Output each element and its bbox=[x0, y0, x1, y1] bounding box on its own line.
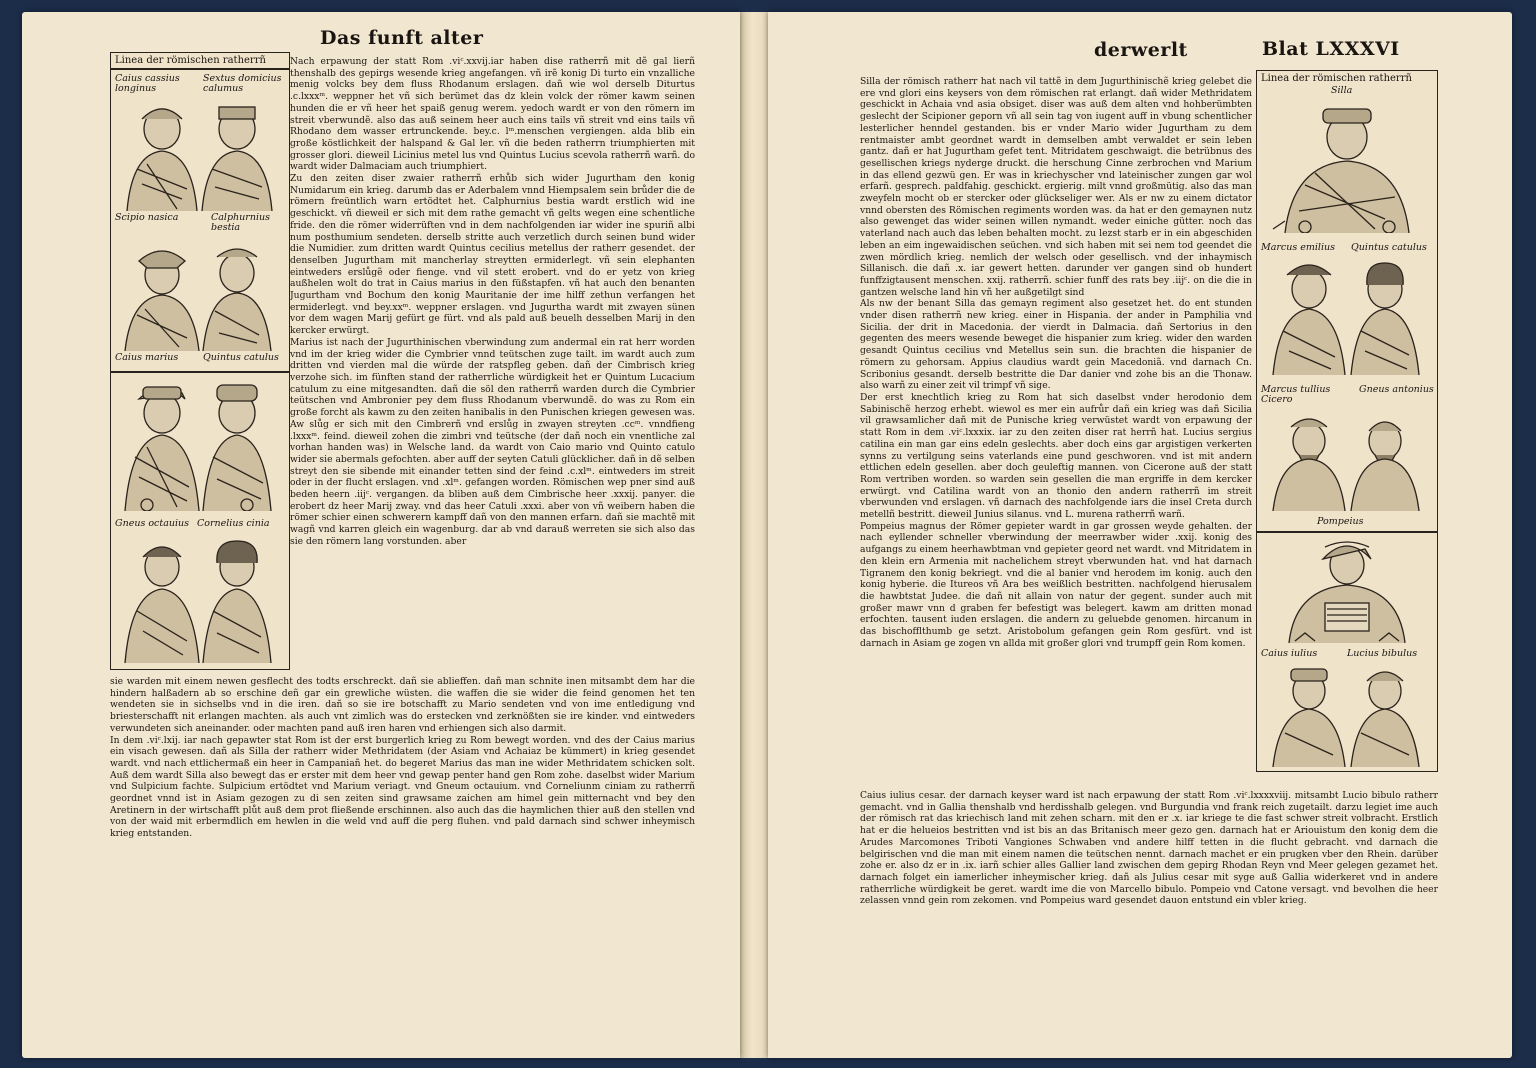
paragraph: Nach erpawung der statt Rom .viᶜ.xxvij.iar haben dise ratherrñ mit dẽ gal lierñ thenshalb des gepirgs wesende krieg angefangen. vñ irẽ konig Di turto ein vnzalliche menig volcks bey dem fluss Rhodanum erslagen. dañ wie wol derselb Diturtus .c.lxxxᵐ. weppner het vñ sich berümet das dz klein volck der römer kawm seinen hunden die er vñ heer het spaiß genug werem. yedoch wardt er von den römern im streit vberwundẽ. also das auß seinem heer auch eins tails vñ streit vnd eins tails vñ Rhodano dem wasser ertrunckende. bey.c. lᵐ.menschen vergiengen. alda blib ein große köstlichkeit der halspand & Gal ler. vñ die beden ratherrn triumphierten mit grosser glori. dieweil Licinius metel lus vnd Quintus Lucius scevola ratherrñ warñ. do wardt wider Dalmaciam auch triumphiert. bbox=[290, 56, 695, 173]
right-page-header-center: derwerlt bbox=[1094, 39, 1188, 61]
portrait-label: Caius cassius longinus bbox=[115, 73, 180, 94]
woodcut-portrait-single-2 bbox=[1265, 537, 1429, 643]
portrait-label: Caius marius bbox=[115, 352, 179, 363]
paragraph: Der erst knechtlich krieg zu Rom hat sich daselbst vnder herodonio dem Sabinischẽ herzog erhebt. wiewol es mer ein aufrůr dañ ein krieg was dañ Sicilia vil grawsamlicher dañ mit de Punische krieg verwüstet wardt von erpawung der statt Rom in dem .viᶜ.lxxxix. iar zu den zeiten diser rat herrñ hat. Lucius sergius catilina ein man gar eins edeln geslechts. aber doch eins gar argistigen verkerten synns zu vertilgung seins vaterlands eine pund geschworen. vnd ist mit andern ettlichen edeln gesellen. aber doch geuleftig mannen. von Cicerone auß der statt Rom vertriben worden. so warden sein gesellen die man ergriffe in dem kercker erwürgt. vnd Catilina wardt von an thonio den andern ratherrñ im streit vberwunden vnd erslagen. vñ darnach des nachfolgende iars die insel Creta durch metellñ bestritt. dieweil Junius silanus. vnd L. murena ratherrñ warñ. bbox=[860, 391, 1252, 521]
woodcut-portrait-single-1 bbox=[1265, 101, 1429, 233]
portrait-label: Sextus domicius calumus bbox=[203, 73, 282, 94]
paragraph: Silla der römisch ratherr hat nach vil tattẽ in dem Jugurthinischẽ krieg gelebet die ere vnd glori eins keysers von dem römischen rat erlangt. dañ wider Methridatem geschickt in Achaia vnd asia obsiget. diser was auß dem alten vnd hohberümbten geslecht der Scipioner geporn vñ all sein tag von iugent auff in vbung schentlicher lesterlicher henndel gestanden. bis er vnder Mario wider Jugurtham zu dem rentmaister ambt geordnet wardt in demselben ambt verwaldet er sein leben gantz. dañ er hat Jugurtham gefet tent. Mitridatem geschwaigt. die betrübnus des gesellischen kriegs nyderge druckt. die herschung Cinne zerbrochen vnd Marium in das ellend gezwü gen. Er was in kriechyscher vnd lateinischer zungen gar wol erfarñ. gesprech. paldfahig. geschickt. ergierig. milt vnnd großmütig. also das man zweyfeln mocht ob er stercker oder glückseliger wer. Als er nw zu einem dictator vnnd obersten des Römischen regiments worden was. da hat er den gemaynen nutz also gewenget das wider seinen willen nymandt. weder einiche gütter. noch das vaterland nach auch das leben behalten mocht. zu lezst starb er in ein abgeschiden leben an eim ingewaidischen seüchen. vnd sich haben mit sei nem tod geendet die zwen mördlich krieg. nemlich der welsch oder gesellisch. vnd der inhaymisch Sillanisch. die dañ .x. iar gewert hetten. darunder ver gangen sind ob hundert funffzigtausent menschen. xxij. ratherrñ. schier funff des rats bey .iijᶜ. on die die in gantzen welsche land hin vñ her außgetilgt sind bbox=[860, 76, 1252, 298]
portrait-label: Cornelius cinia bbox=[197, 518, 270, 529]
woodcut-portrait-pair-1 bbox=[117, 99, 283, 211]
paragraph: Zu den zeiten diser zwaier ratherrñ erhůb sich wider Jugurtham den konig Numidarum ein krieg. darumb das er Aderbalem vnnd Hiempsalem sein brůder die de römern freüntlich warn ertödtet het. Calphurnius bestia wardt erstlich wid ine geschickt. vñ dieweil er sich mit dem rathe gemacht vñ gelts wegen eine schentliche fride. den die römer widerrüften vnd in dem nachfolgenden iar wider ine spuriñ albi num posthumium sendeten. derselb stritte auch verzetlich durch seinen bund wider die Numidier. zum dritten wardt Quintus cecilius metellus der ratherr gesendet. der denselben Jugurtham mit mancherlay streytten ermiderlegt. vñ sein elephanten eintweders erslůgẽ oder fienge. vnd vil stett erobert. vnd do er yetz von krieg außhelen wolt do trat in Caius marius in den füßstapfen. vñ hat auch den benanten Jugurtham vnd Bochum den konig Mauritanie der ime hilff zethun verfangen het ermiderlegt. vnd bey.xxᵐ. weppner erslagen. vnd Jugurtha wardt mit zwayen sünen vor dem wagen Marij gefürt ge fürt. vnd als pald auß beuelh desselben Marij in den kercker erwürgt. bbox=[290, 173, 695, 337]
woodcut-portrait-pair-5 bbox=[1265, 257, 1429, 375]
paragraph: Pompeius magnus der Römer gepieter wardt in gar grossen weyde gehalten. der nach eyllender schneller vberwindung der meerrawber wider .xxij. konig des aufgangs zu einem heerhawbtman vnd gepieter geord net wardt. vnd Mitridatem in den klein ern Armenia mit nachelichem streyt vberwunden hat. vnd hat darnach Tigranem den konig bekriegt. vnd die al banier vnd herodem im konig. auch den konig hyberie. die Itureos vñ Ara bes weißlich bestritten. nachfolgend hierusalem die hawbtstat Judee. die dañ nit allain von natur der gegent. sunder auch mit großer mawr vnn d graben fer befestigt was belegert. kawm am dritten monad erfochten. tausent iuden erslagen. die andern zu geluebde genomen. hircanum in das bischofflthumb ge setzt. Aristobolum gefangen gein Rom gesfürt. vnd ist darnach in Asiam ge zogen vn allda mit großer glori vnd trumpff gein Rom komen. bbox=[860, 520, 1252, 649]
paragraph: Caius iulius cesar. der darnach keyser ward ist nach erpawung der statt Rom .viᶜ.lxxxxviij. mitsambt Lucio bibulo ratherr gemacht. vnd in Gallia thenshalb vnd herdisshalb gelegen. vnd Burgundia vnd frank reich zugetailt. darzu legiet ime auch der römisch rat das kriechisch land mit zehen scharn. mit den er .x. iar kriege te die fast schwer streit volbracht. Erstlich hat er die helueios bestritten vnd ist bis an das Britanisch meer gezo gen. darnach hat er Ariouistum den konig dem die Arudes Marcomones Triboti Vangiones Schwaben vnd andere hilff tetten in die flucht gebracht. vnd darnach die belgirischen vnd die man mit einem namen die teütschen nennt. darnach machet er ein prugken vber den Rhein. darüber zohe er. also dz er in .ix. iarñ schier alles Gallier land zwischen dem gepirg Rhodan Reyn vnd Meer gelegen gezamet het. darnach folget ein iamerlicher inheymischer krieg. dañ als Julius cesar mit syge auß Gallia widerkeret vnd in andere ratherrliche würdigkeit be geret. wardt ime die von Marcello bibulo. Pompeio vnd Catone versagt. vnd bevolhen die heer zelassen vnnd gein rom zekomen. vnd Pompeius ward gesendet dauon entstund ein vbler krieg. bbox=[860, 790, 1438, 907]
portrait-label: Pompeius bbox=[1317, 516, 1364, 527]
portrait-label: Marcus emilius bbox=[1261, 242, 1336, 253]
right-wide-text bbox=[860, 790, 1438, 940]
left-sidebar-panel bbox=[110, 52, 290, 670]
woodcut-portrait-pair-3 bbox=[117, 377, 283, 511]
portrait-label: Quintus catulus bbox=[1351, 242, 1427, 253]
portrait-label: Gneus octauius bbox=[115, 518, 190, 529]
left-sidebar-title: Linea der römischen ratherrñ bbox=[115, 55, 266, 66]
left-page bbox=[22, 12, 740, 1058]
right-sidebar-title: Linea der römischen ratherrñ bbox=[1261, 73, 1412, 84]
woodcut-portrait-pair-2 bbox=[117, 243, 283, 351]
paragraph: sie warden mit einem newen gesflecht des todts erschreckt. dañ sie ablieffen. dañ man schnite inen mitsambt dem har die hindern halßadern ab so erschine deñ gar ein grewliche wüsten. die waffen die sie wider die feind genomen het ten wendeten sie in sichselbs vnd in die iren. dañ so sie ire botschafft zu Mario sendeten vnd von ime entledigung vnd briesterschafft nit erlangen machten. als auch vnt zimlich was do erstecken vnd zerknößten sie ire kinder. vnd eintweders verwundeten sich aneinander. oder machten pand auß iren haren vnd erhiengen sich also darmit. bbox=[110, 676, 695, 734]
right-page-folio: Blat LXXXVI bbox=[1262, 38, 1400, 60]
left-column-text bbox=[290, 56, 695, 676]
left-page-header: Das funft alter bbox=[320, 27, 484, 49]
woodcut-portrait-pair-6 bbox=[1265, 411, 1429, 511]
paragraph: Marius ist nach der Jugurthinischen vberwindung zum andermal ein rat herr worden vnd im der krieg wider die Cymbrier vnnd teütschen zuge tailt. im wardt auch zum dritten vnd vierden mal die würde der ratspfleg geben. dañ der Cimbrisch krieg verzohe sich. im fünften stand der ratherrliche würdigkeit het er Quintum Lucacium catulum zu eine mitgesandten. dañ die söl den ratherrñ warden durch die Cymbrier teütschen vnd Ambronier pey dem fluss Rhodanum vberwundẽ. do was zu Rom ein große forcht als kawm zu den zeiten hanibalis in den Punischen kriegen gewesen was. Aw slůg er sich mit den Cimbrerñ vnd erslůg in zwayen streyten .ccᵐ. vnndfieng .lxxxᵐ. feind. dieweil zohen die zimbri vnd teütsche (der dañ noch ein vnentliche zal vorhan handen was) in Welsche land. da wardt von Caio mario vnd Quinto catulo wider sie abermals gefochten. aber auff der seyten Catuli glücklicher. dañ in dẽ selben streyt den sie sibende mit einander tetten sind der feind .c.xlᵐ. eintweders im streit oder in der flucht erslagen. vnd .xlᵐ. gefangen worden. Römischen wep pner sind auß beden heern .iijᶜ. vergangen. da bliben auß dem Cimbrische heer .xxxij. panyer. die erobert dz heer Marij zway. vnd das heer Catuli .xxxi. aber von vñ weibern haben die römer schier einen schwerern kampff dañ von den mannen erfarn. dañ sie machtẽ mit wagñ vnd karren gleich ein wagenburg. dar ab vnd darauß werreten sie sich also das sie den römern lang vorstunden. aber bbox=[290, 336, 695, 547]
portrait-label: Calphurnius bestia bbox=[211, 212, 270, 233]
portrait-label: Quintus catulus bbox=[203, 352, 279, 363]
portrait-label: Caius iulius bbox=[1261, 648, 1318, 659]
paragraph: Als nw der benant Silla das gemayn regiment also gesetzet het. do ent stunden vnder disen ratherrñ new krieg. einer in Hispania. der ander in Pamphilia vnd Sicilia. der drit in Macedonia. der vierdt in Dalmacia. dañ Sertorius in den gegenten des meers wesende beweget die hispanier zum krieg. wider den warden gesandt Quintus cecilius vnd Metellus sein sun. die brachten die hispanier de römern zu gehorsam. Appius claudius wardt gein Macedoniã. vnd darnach Cn. Scribonius gesandt. derselb bestritte die Dar danier vnd zohe bis an die Thonaw. also warñ zu einer zeit vil trimpf vñ sige. bbox=[860, 298, 1252, 392]
right-column-text bbox=[860, 76, 1252, 796]
left-wide-text bbox=[110, 676, 695, 856]
woodcut-portrait-pair-7 bbox=[1265, 663, 1429, 767]
portrait-label: Silla bbox=[1331, 85, 1353, 96]
paragraph: In dem .viᶜ.lxij. iar nach gepawter stat Rom ist der erst burgerlich krieg zu Rom bewegt worden. vnd des der Caius marius ein visach gewesen. dañ als Silla der ratherr wider Methridatem (der Asiam vnd Achaiaz be kümmert) in krieg gesendet wardt. vnd nach ettlichermaß ein heer in Campaniañ het. do begeret Marius das man ine wider Methridatem schicken solt. Auß dem wardt Silla also bewegt das er erster mit dem heer vnd gewap penter hand gen Rom zohe. daselbst wider Marium vnd Sulpicium fachte. Sulpicium ertödtet vnd Marium veriagt. vnd Gneum octauium. vnd Corneliunm ciniam zu ratherrñ geordnet vnnd ist in Asiam gezogen zu di sen zeiten sind grawsame zaichen am himel gein mitternacht vnd bey den Aretinern in der wirtschafft plůt auß dem prot fließende erschinnen. also auch das die haymlichen thier auß den stellen vnd von der waid mit erbermdlich em hewlen in die weld vnd auff die perg fluhen. vnd pald darnach sind schwer inheymisch krieg entstanden. bbox=[110, 734, 695, 840]
right-sidebar-panel bbox=[1256, 70, 1438, 772]
portrait-label: Marcus tullius Cicero bbox=[1261, 384, 1331, 405]
portrait-label: Lucius bibulus bbox=[1347, 648, 1418, 659]
book-gutter bbox=[740, 12, 768, 1058]
portrait-label: Gneus antonius bbox=[1359, 384, 1434, 395]
woodcut-portrait-pair-4 bbox=[117, 533, 283, 663]
portrait-label: Scipio nasica bbox=[115, 212, 179, 223]
right-page bbox=[768, 12, 1512, 1058]
